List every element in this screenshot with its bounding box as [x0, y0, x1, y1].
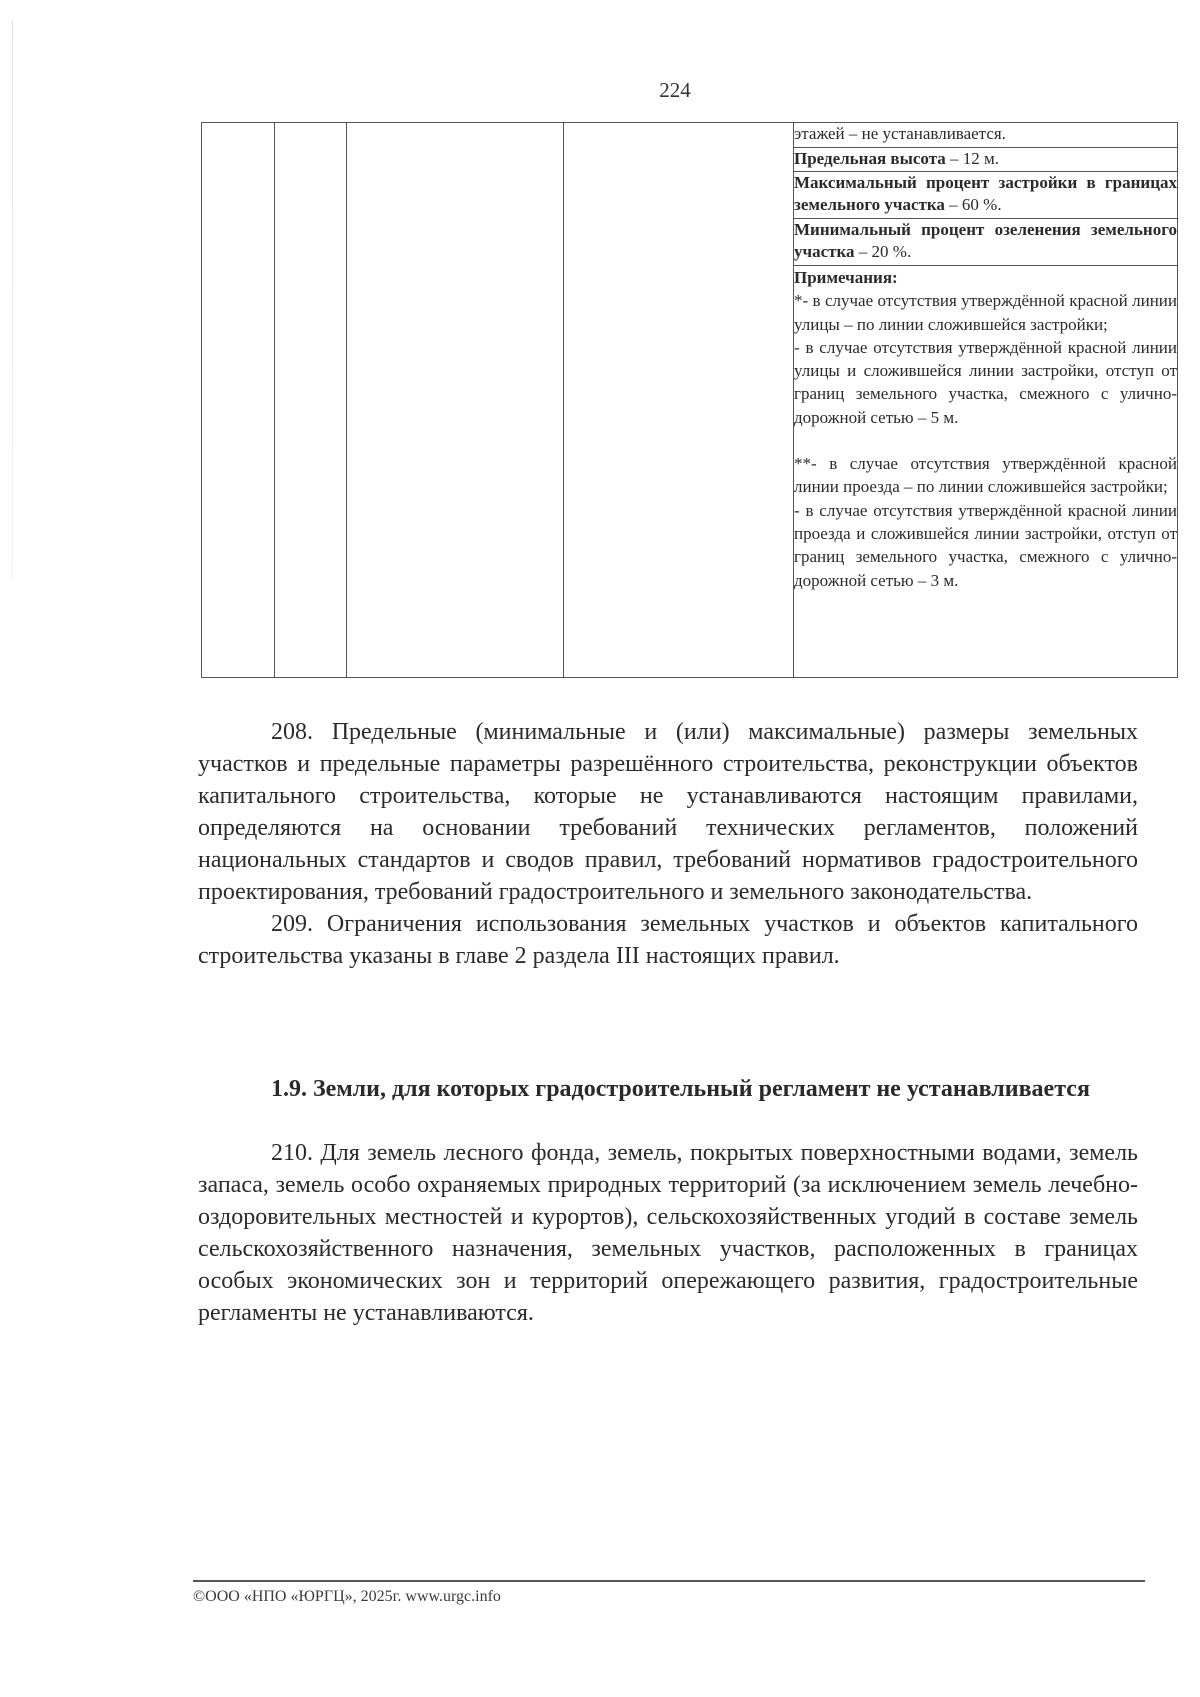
section-heading: 1.9. Земли, для которых градостроительный регламент не устанавливается [271, 1076, 1090, 1102]
regulations-table [201, 122, 1178, 678]
notes-title: Примечания: [794, 268, 898, 287]
paragraph-209: 209. Ограничения использования земельных участков и объектов капитального строительства указаны в главе 2 раздела III настоящих правил. [198, 911, 1138, 969]
note-line: **- в случае отсутствия утверждённой красной линии проезда – по линии сложившейся застройки; [794, 454, 1177, 497]
param-label: Максимальный процент застройки в границах земельного участка [794, 173, 1177, 214]
empty-cell [202, 123, 275, 678]
body-text-lower [198, 1137, 1138, 1329]
page-number: 224 [659, 78, 691, 102]
empty-cell [347, 123, 564, 678]
notes-cell [794, 266, 1178, 678]
empty-cell [275, 123, 347, 678]
note-spacer [794, 429, 1177, 452]
table-row [202, 123, 1178, 148]
note-line: *- в случае отсутствия утверждённой красной линии улицы – по линии сложившейся застройки; [794, 291, 1177, 334]
param-value: – 60 %. [944, 195, 1002, 214]
empty-cell [564, 123, 794, 678]
max-coverage-cell [794, 172, 1178, 219]
param-value: – 20 %. [854, 242, 912, 261]
footer-divider [193, 1580, 1145, 1582]
param-value: – 12 м. [945, 149, 1000, 168]
paragraph-208: 208. Предельные (минимальные и (или) максимальные) размеры земельных участков и предельные параметры разрешённого строительства, реконструкции объектов капитального строительства, которые не устанавливаются настоящим правилами, определяются на основании требований технических регламентов, положений национальных стандартов и сводов правил, требований нормативов градостроительного проектирования, требований градостроительного и земельного законодательства. [198, 719, 1138, 905]
footer-copyright: ©ООО «НПО «ЮРГЦ», 2025г. www.urgc.info [193, 1588, 501, 1605]
floors-cell: этажей – не устанавливается. [794, 123, 1178, 148]
note-line: - в случае отсутствия утверждённой красной линии проезда и сложившейся линии застройки, отступ от границ земельного участка, смежного с улично-дорожной сетью – 3 м. [794, 500, 1177, 590]
param-label: Предельная высота [794, 149, 946, 168]
body-text-upper [198, 716, 1138, 972]
param-label: Минимальный процент озеленения земельного участка [794, 220, 1177, 261]
paragraph-210: 210. Для земель лесного фонда, земель, покрытых поверхностными водами, земель запаса, земель особо охраняемых природных территорий (за исключением земель лечебно-оздоровительных местностей и курортов), сельскохозяйственных угодий в составе земель сельскохозяйственного назначения, земельных участков, расположенных в границах особых экономических зон и территорий опережающего развития, градостроительные регламенты не устанавливаются. [198, 1140, 1138, 1326]
note-line: - в случае отсутствия утверждённой красной линии улицы и сложившейся линии застройки, отступ от границ земельного участка, смежного с улично-дорожной сетью – 5 м. [794, 337, 1177, 427]
scan-edge [12, 20, 13, 580]
min-greening-cell [794, 219, 1178, 266]
max-height-cell [794, 148, 1178, 172]
